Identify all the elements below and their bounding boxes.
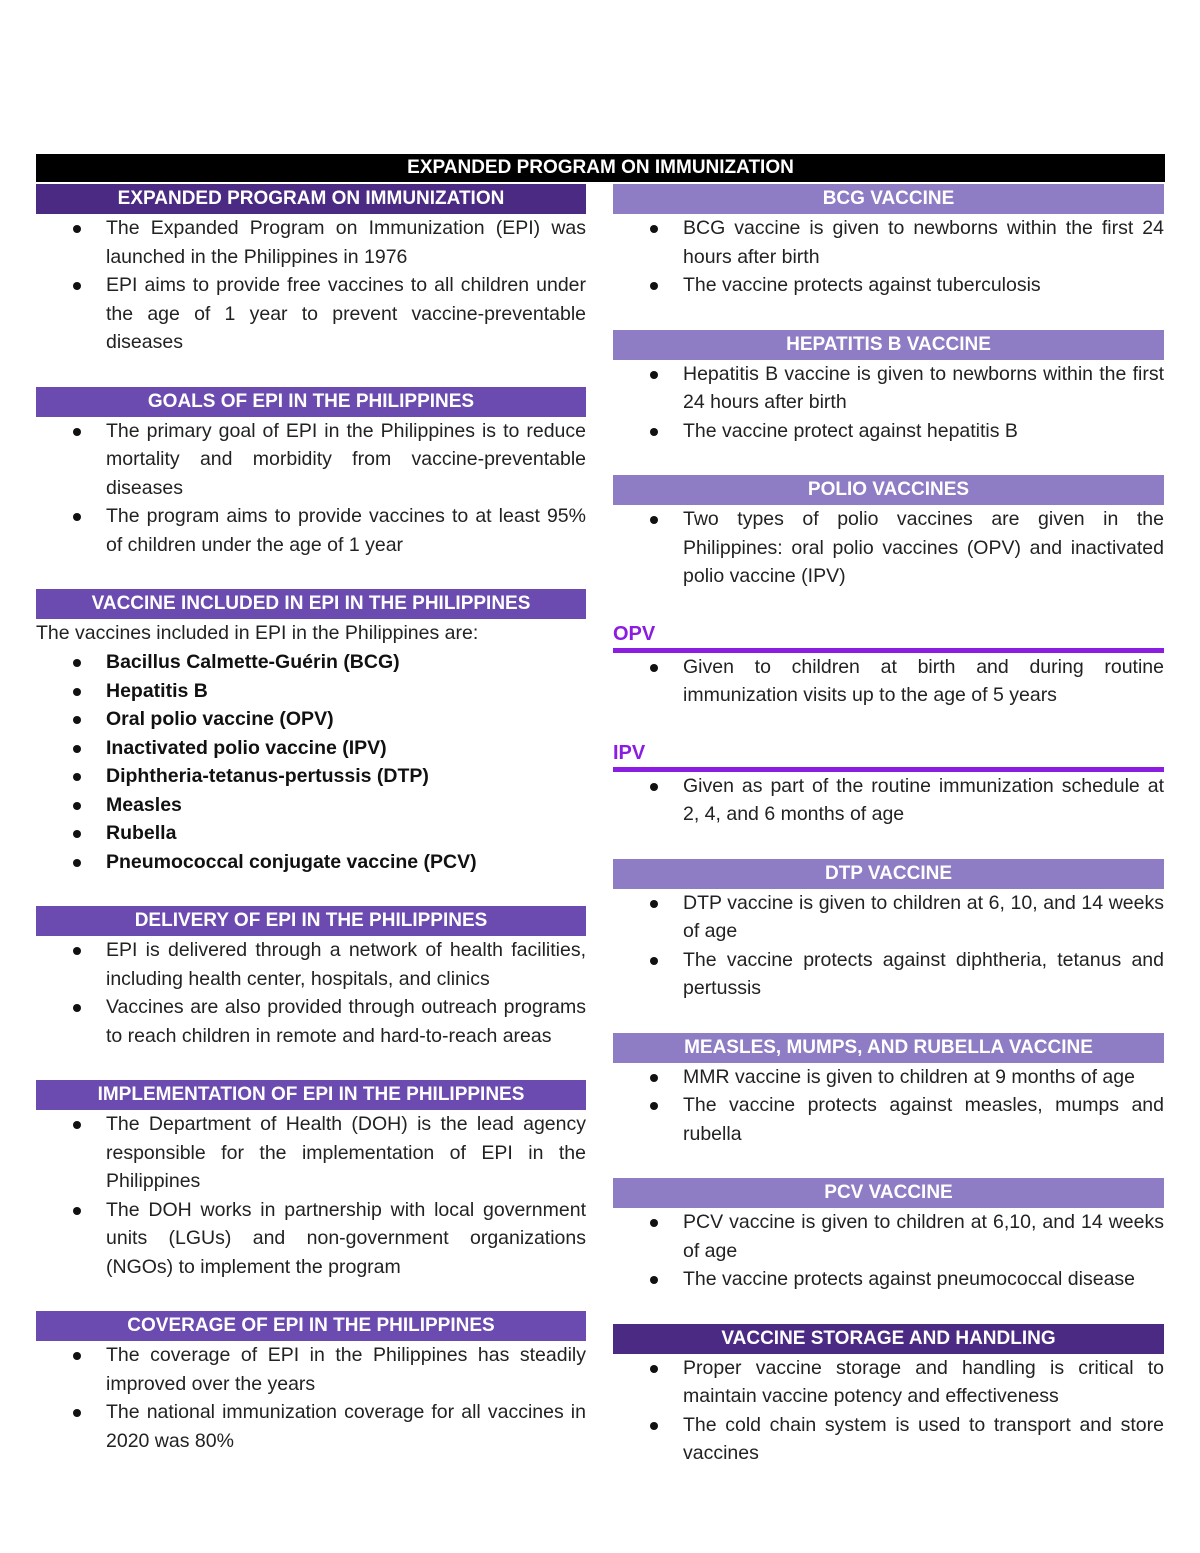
bullet-list — [36, 1110, 586, 1281]
section-vaccines-included — [36, 589, 586, 876]
section-intro: The vaccines included in EPI in the Philippines are: — [36, 622, 479, 644]
bullet-list — [613, 505, 1164, 591]
list-item: EPI aims to provide free vaccines to all children under the age of 1 year to prevent vaccine-preventable diseases — [36, 271, 586, 357]
list-item: The vaccine protects against measles, mumps and rubella — [613, 1091, 1164, 1148]
list-item: The DOH works in partnership with local government units (LGUs) and non-government organizations (NGOs) to implement the program — [36, 1196, 586, 1282]
section-heading: GOALS OF EPI IN THE PHILIPPINES — [36, 387, 586, 417]
section-implementation — [36, 1080, 586, 1281]
section-delivery — [36, 906, 586, 1050]
section-heading: VACCINE INCLUDED IN EPI IN THE PHILIPPINES — [36, 589, 586, 619]
bullet-list — [613, 772, 1164, 829]
section-polio — [613, 475, 1164, 591]
list-item: Hepatitis B — [36, 677, 586, 706]
section-heading: DELIVERY OF EPI IN THE PHILIPPINES — [36, 906, 586, 936]
list-item: Hepatitis B vaccine is given to newborns within the first 24 hours after birth — [613, 360, 1164, 417]
list-item: Oral polio vaccine (OPV) — [36, 705, 586, 734]
section-heading: MEASLES, MUMPS, AND RUBELLA VACCINE — [613, 1033, 1164, 1063]
section-pcv — [613, 1178, 1164, 1294]
list-item: The cold chain system is used to transport and store vaccines — [613, 1411, 1164, 1468]
list-item: Diphtheria-tetanus-pertussis (DTP) — [36, 762, 586, 791]
list-item: Given as part of the routine immunization schedule at 2, 4, and 6 months of age — [613, 772, 1164, 829]
list-item: The vaccine protects against tuberculosis — [613, 271, 1164, 300]
section-hepatitis-b — [613, 330, 1164, 446]
list-item: Given to children at birth and during routine immunization visits up to the age of 5 years — [613, 653, 1164, 710]
section-heading: BCG VACCINE — [613, 184, 1164, 214]
list-item: EPI is delivered through a network of health facilities, including health center, hospitals, and clinics — [36, 936, 586, 993]
list-item: MMR vaccine is given to children at 9 months of age — [613, 1063, 1164, 1092]
bullet-list — [613, 214, 1164, 300]
section-heading: VACCINE STORAGE AND HANDLING — [613, 1324, 1164, 1354]
subsection-heading: IPV — [613, 740, 1164, 772]
bullet-list — [613, 1208, 1164, 1294]
list-item: The vaccine protects against pneumococcal disease — [613, 1265, 1164, 1294]
section-goals — [36, 387, 586, 560]
list-item: The primary goal of EPI in the Philippines is to reduce mortality and morbidity from vaccine-preventable diseases — [36, 417, 586, 503]
bullet-list — [36, 1341, 586, 1455]
bullet-list — [36, 214, 586, 357]
section-storage — [613, 1324, 1164, 1468]
section-heading: COVERAGE OF EPI IN THE PHILIPPINES — [36, 1311, 586, 1341]
page-title: EXPANDED PROGRAM ON IMMUNIZATION — [36, 154, 1165, 182]
section-heading: PCV VACCINE — [613, 1178, 1164, 1208]
section-heading: POLIO VACCINES — [613, 475, 1164, 505]
list-item: PCV vaccine is given to children at 6,10, and 14 weeks of age — [613, 1208, 1164, 1265]
bullet-list — [613, 360, 1164, 446]
list-item: The vaccine protect against hepatitis B — [613, 417, 1164, 446]
list-item: BCG vaccine is given to newborns within the first 24 hours after birth — [613, 214, 1164, 271]
list-item: Inactivated polio vaccine (IPV) — [36, 734, 586, 763]
list-item: Pneumococcal conjugate vaccine (PCV) — [36, 848, 586, 877]
list-item: Measles — [36, 791, 586, 820]
section-ipv — [613, 740, 1164, 829]
subsection-heading: OPV — [613, 621, 1164, 653]
section-heading: DTP VACCINE — [613, 859, 1164, 889]
list-item: Rubella — [36, 819, 586, 848]
list-item: Vaccines are also provided through outreach programs to reach children in remote and hard-to-reach areas — [36, 993, 586, 1050]
list-item: The vaccine protects against diphtheria, tetanus and pertussis — [613, 946, 1164, 1003]
section-heading: IMPLEMENTATION OF EPI IN THE PHILIPPINES — [36, 1080, 586, 1110]
bullet-list — [36, 648, 586, 876]
section-bcg — [613, 184, 1164, 300]
list-item: Proper vaccine storage and handling is critical to maintain vaccine potency and effectiveness — [613, 1354, 1164, 1411]
section-dtp — [613, 859, 1164, 1003]
section-mmr — [613, 1033, 1164, 1149]
list-item: The Expanded Program on Immunization (EPI) was launched in the Philippines in 1976 — [36, 214, 586, 271]
bullet-list — [36, 936, 586, 1050]
section-heading: HEPATITIS B VACCINE — [613, 330, 1164, 360]
bullet-list — [613, 889, 1164, 1003]
list-item: The national immunization coverage for all vaccines in 2020 was 80% — [36, 1398, 586, 1455]
section-epi — [36, 184, 586, 357]
bullet-list — [613, 653, 1164, 710]
list-item: Bacillus Calmette-Guérin (BCG) — [36, 648, 586, 677]
left-column — [36, 184, 586, 1455]
list-item: Two types of polio vaccines are given in the Philippines: oral polio vaccines (OPV) and inactivated polio vaccine (IPV) — [613, 505, 1164, 591]
list-item: DTP vaccine is given to children at 6, 10, and 14 weeks of age — [613, 889, 1164, 946]
list-item: The coverage of EPI in the Philippines has steadily improved over the years — [36, 1341, 586, 1398]
section-opv — [613, 621, 1164, 710]
section-coverage — [36, 1311, 586, 1455]
section-heading: EXPANDED PROGRAM ON IMMUNIZATION — [36, 184, 586, 214]
list-item: The program aims to provide vaccines to at least 95% of children under the age of 1 year — [36, 502, 586, 559]
bullet-list — [36, 417, 586, 560]
bullet-list — [613, 1354, 1164, 1468]
bullet-list — [613, 1063, 1164, 1149]
list-item: The Department of Health (DOH) is the lead agency responsible for the implementation of EPI in the Philippines — [36, 1110, 586, 1196]
right-column — [613, 184, 1164, 1468]
